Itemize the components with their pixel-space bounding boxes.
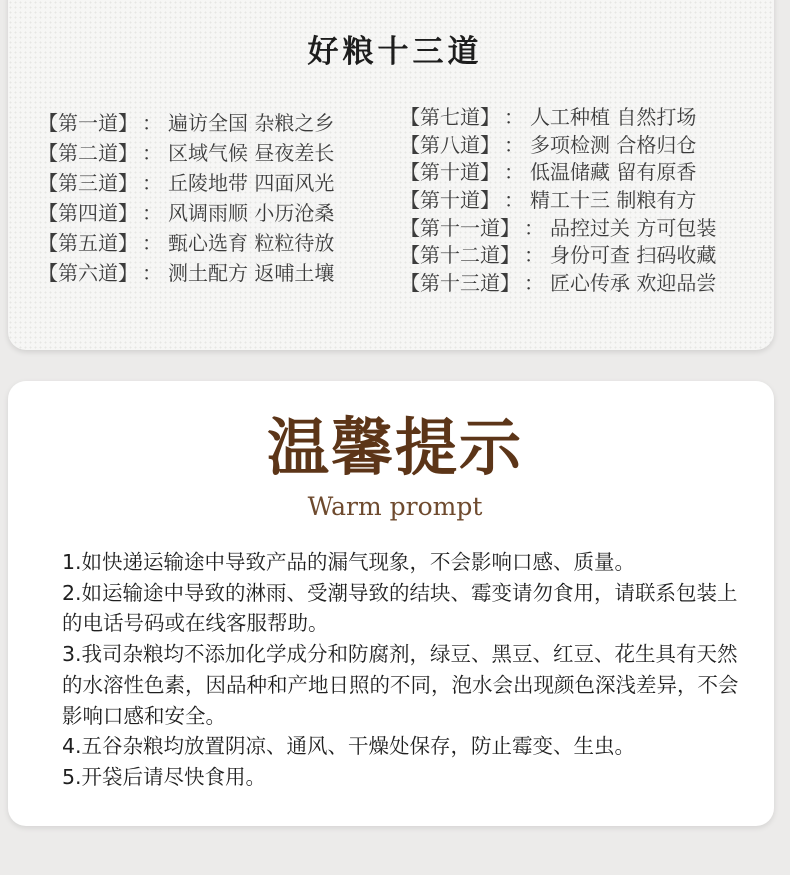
rule-label: 【第八道】: [400, 132, 500, 157]
rule-text: 精工十三 制粮有方: [530, 188, 697, 213]
rule-separator: ：: [142, 111, 162, 135]
rule-text: 甄心选育 粒粒待放: [168, 231, 335, 255]
rule-item: [38, 138, 334, 168]
tips-list: [62, 547, 742, 793]
rule-separator: ：: [142, 201, 162, 225]
rule-separator: ：: [142, 171, 162, 195]
tip-item: 5.开袋后请尽快食用。: [62, 764, 267, 789]
rule-separator: ：: [524, 243, 544, 268]
rule-label: 【第七道】: [400, 105, 500, 129]
rule-text: 匠心传承 欢迎品尝: [550, 271, 717, 296]
rule-text: 低温储藏 留有原香: [530, 160, 697, 185]
rule-text: 人工种植 自然打场: [530, 105, 697, 129]
rule-separator: ：: [142, 141, 162, 165]
tips-subtitle: Warm prompt: [307, 492, 483, 521]
rule-label: 【第十二道】: [400, 243, 520, 268]
rule-item: [400, 132, 716, 160]
rule-separator: ：: [504, 132, 524, 157]
rule-item: [38, 258, 334, 288]
rule-separator: ：: [524, 215, 544, 240]
rule-item: [38, 168, 334, 198]
tip-item: 3.我司杂粮均不添加化学成分和防腐剂，绿豆、黑豆、红豆、花生具有天然的水溶性色素，因品种和产地日照的不同，泡水会出现颜色深浅差异，不会影响口感和安全。: [62, 642, 739, 728]
rule-item: [400, 159, 716, 187]
rule-text: 身份可查 扫码收藏: [550, 243, 717, 268]
rule-text: 遍访全国 杂粮之乡: [168, 111, 335, 135]
rule-text: 丘陵地带 四面风光: [168, 171, 335, 195]
rules-list-right: [400, 104, 716, 298]
rule-label: 【第十道】: [400, 160, 500, 185]
rule-label: 【第十三道】: [400, 271, 520, 296]
rule-separator: ：: [504, 105, 524, 129]
rule-label: 【第六道】: [38, 261, 138, 285]
rule-label: 【第十道】: [400, 188, 500, 213]
rule-item: [38, 198, 334, 228]
tip-item: 1.如快递运输途中导致产品的漏气现象，不会影响口感、质量。: [62, 550, 636, 574]
rule-item: [38, 108, 334, 138]
rule-text: 多项检测 合格归仓: [530, 132, 697, 157]
rule-label: 【第五道】: [38, 231, 138, 255]
rule-label: 【第一道】: [38, 111, 138, 135]
rule-item: [400, 187, 716, 215]
tip-item: 4.五谷杂粮均放置阴凉、通风、干燥处保存，防止霉变、生虫。: [62, 734, 636, 759]
rule-separator: ：: [504, 188, 524, 213]
rules-title: 好粮十三道: [307, 34, 483, 70]
rule-label: 【第二道】: [38, 141, 138, 165]
rule-item: [400, 104, 716, 132]
rule-separator: ：: [142, 261, 162, 285]
rule-text: 品控过关 方可包装: [550, 215, 717, 240]
rule-item: [400, 270, 716, 298]
rule-label: 【第十一道】: [400, 215, 520, 240]
rule-item: [400, 242, 716, 270]
rules-list-left: [38, 108, 334, 288]
rule-separator: ：: [524, 271, 544, 296]
rule-separator: ：: [504, 160, 524, 185]
rule-text: 区域气候 昼夜差长: [168, 141, 335, 165]
rule-label: 【第三道】: [38, 171, 138, 195]
rule-item: [38, 228, 334, 258]
tip-item: 2.如运输途中导致的淋雨、受潮导致的结块、霉变请勿食用，请联系包装上的电话号码或在线客服帮助。: [62, 580, 738, 636]
rule-label: 【第四道】: [38, 201, 138, 225]
rule-text: 风调雨顺 小历沧桑: [168, 201, 335, 225]
tips-title: 温馨提示: [266, 411, 523, 484]
rule-text: 测土配方 返哺土壤: [168, 261, 335, 285]
rule-item: [400, 215, 716, 243]
rule-separator: ：: [142, 231, 162, 255]
